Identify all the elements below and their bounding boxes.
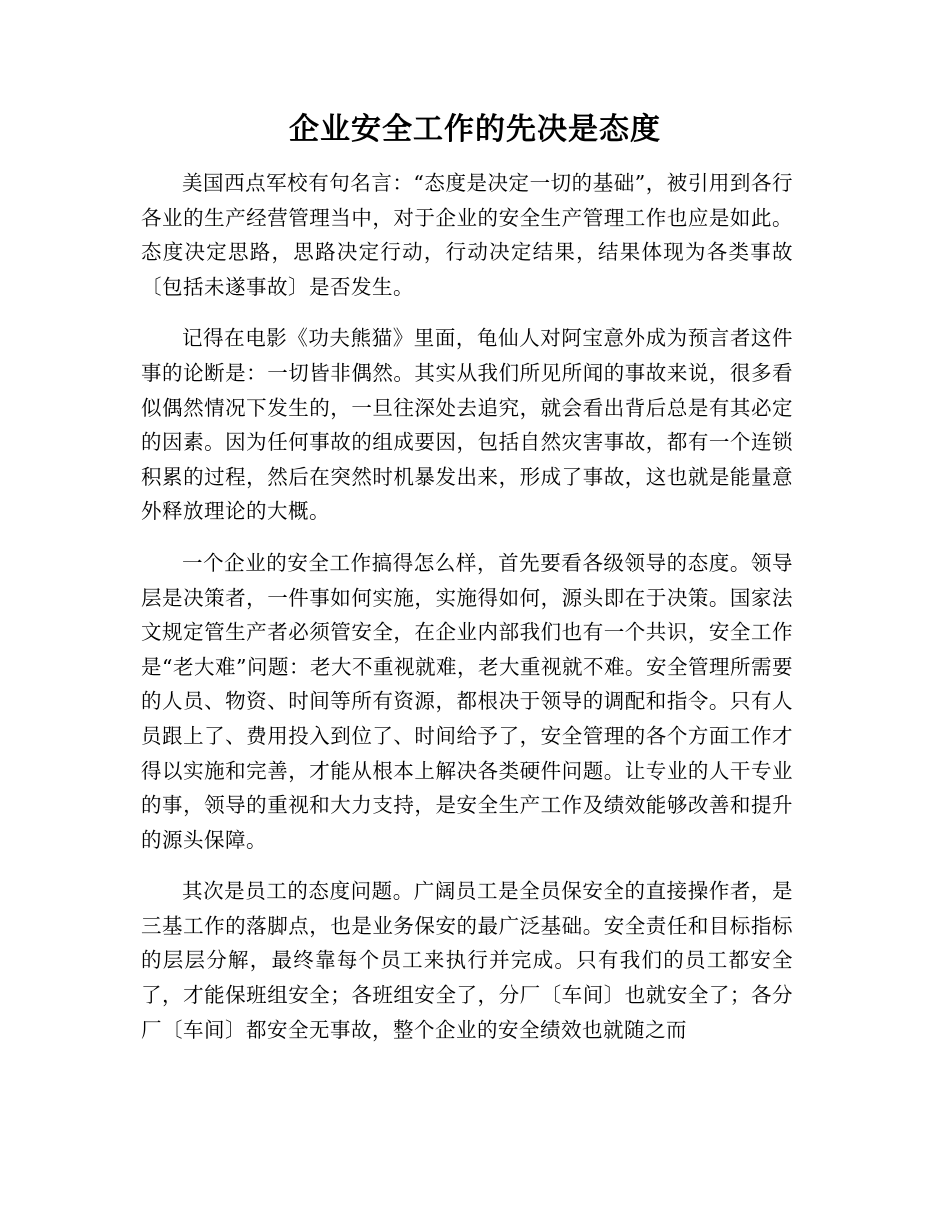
paragraph-2: 记得在电影《功夫熊猫》里面，龟仙人对阿宝意外成为预言者这件事的论断是：一切皆非偶然。其实从我们所见所闻的事故来说，很多看似偶然情况下发生的，一旦往深处去追究，就会看出背后总是有其必定的因素。因为任何事故的组成要因，包括自然灾害事故，都有一个连锁积累的过程，然后在突然时机暴发出来，形成了事故，这也就是能量意外释放理论的大概。 (141, 326, 793, 524)
document-title: 企业安全工作的先决是态度 (289, 112, 661, 147)
paragraph-4: 其次是员工的态度问题。广阔员工是全员保安全的直接操作者，是三基工作的落脚点，也是业务保安的最广泛基础。安全责任和目标指标的层层分解，最终靠每个员工来执行并完成。只有我们的员工都安全了，才能保班组安全；各班组安全了，分厂〔车间〕也就安全了；各分厂〔车间〕都安全无事故，整个企业的安全绩效也就随之而 (141, 879, 793, 1042)
document-body (141, 166, 793, 1064)
paragraph-3: 一个企业的安全工作搞得怎么样，首先要看各级领导的态度。领导层是决策者，一件事如何实施，实施得如何，源头即在于决策。国家法文规定管生产者必须管安全，在企业内部我们也有一个共识，安全工作是“老大难”问题：老大不重视就难，老大重视就不难。安全管理所需要的人员、物资、时间等所有资源，都根决于领导的调配和指令。只有人员跟上了、费用投入到位了、时间给予了，安全管理的各个方面工作才得以实施和完善，才能从根本上解决各类硬件问题。让专业的人干专业的事，领导的重视和大力支持，是安全生产工作及绩效能够改善和提升的源头保障。 (141, 550, 793, 852)
paragraph-1: 美国西点军校有句名言：“态度是决定一切的基础”，被引用到各行各业的生产经营管理当中，对于企业的安全生产管理工作也应是如此。态度决定思路，思路决定行动，行动决定结果，结果体现为各类事故〔包括未遂事故〕是否发生。 (141, 171, 793, 299)
